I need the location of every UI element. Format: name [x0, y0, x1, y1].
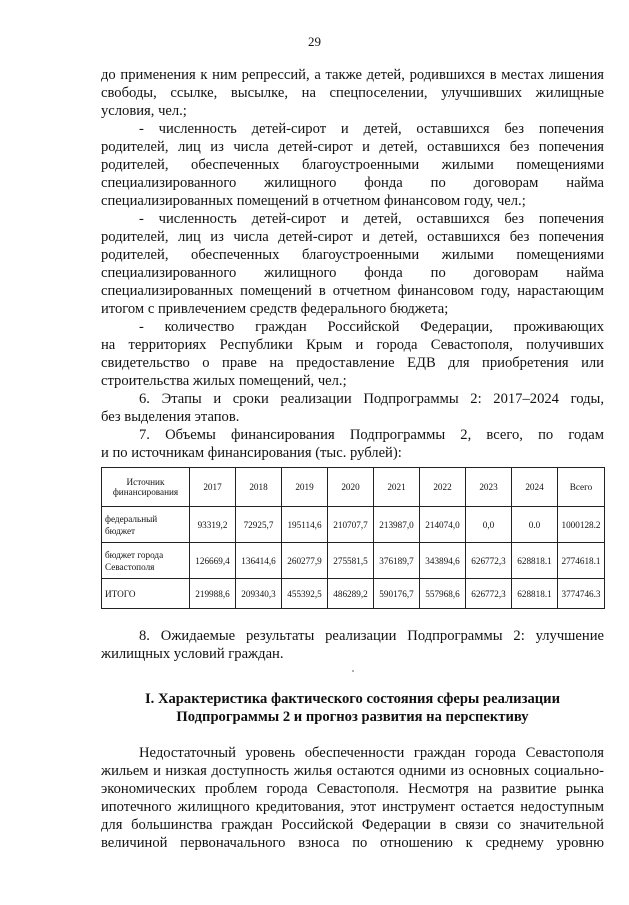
text-line: - численность детей-сирот и детей, оставшихся без попечения	[139, 211, 604, 227]
value-cell: 275581,5	[328, 543, 374, 579]
page-number: 29	[308, 34, 321, 49]
table-header-row	[102, 468, 605, 507]
value-cell: 214074,0	[420, 507, 466, 543]
header-cell: Всего	[558, 468, 605, 507]
value-cell: 195114,6	[282, 507, 328, 543]
value-cell: 343894,6	[420, 543, 466, 579]
value-cell: 210707,7	[328, 507, 374, 543]
value-cell: 486289,2	[328, 579, 374, 609]
header-cell: 2023	[466, 468, 512, 507]
value-cell: 376189,7	[374, 543, 420, 579]
value-cell: 0.0	[512, 507, 558, 543]
text-line: родителей, обеспеченных благоустроенными жилыми помещениями	[101, 157, 604, 173]
text-line: без выделения этапов.	[101, 409, 240, 425]
value-cell: 260277,9	[282, 543, 328, 579]
text-line: величиной первоначального взноса по отношению к среднему уровню	[101, 835, 604, 851]
header-cell: 2024	[512, 468, 558, 507]
table-row	[102, 507, 605, 543]
text-line: Недостаточный уровень обеспеченности граждан города Севастополя	[139, 745, 604, 761]
text-line: специализированных помещений в отчетном финансовом году, чел.;	[101, 193, 526, 209]
text-line: родителей, лиц из числа детей-сирот и детей, оставшихся без попечения	[101, 139, 604, 155]
header-cell: 2021	[374, 468, 420, 507]
text-line: и по источникам финансирования (тыс. рублей):	[101, 445, 402, 461]
text-line: итогом с привлечением средств федерального бюджета;	[101, 301, 449, 317]
text-line: 6. Этапы и сроки реализации Подпрограммы 2: 2017–2024 годы,	[139, 391, 604, 407]
text-line: для большинства граждан Российской Федерации в связи со значительной	[101, 817, 604, 833]
value-cell: 626772,3	[466, 579, 512, 609]
text-line: на территориях Республики Крым и города Севастополя, получивших	[101, 337, 604, 353]
value-cell: 2774618.1	[558, 543, 605, 579]
text-line: 8. Ожидаемые результаты реализации Подпрограммы 2: улучшение	[139, 628, 604, 644]
text-line: - численность детей-сирот и детей, оставшихся без попечения	[139, 121, 604, 137]
source-cell: бюджет города Севастополя	[102, 543, 190, 579]
text-line: жилищных условий граждан.	[101, 646, 284, 662]
text-line: свидетельство о праве на предоставление ЕДВ для приобретения или	[101, 355, 604, 371]
table-row	[102, 579, 605, 609]
text-line: 7. Объемы финансирования Подпрограммы 2, всего, по годам	[139, 427, 604, 443]
value-cell: 557968,6	[420, 579, 466, 609]
value-cell: 1000128.2	[558, 507, 605, 543]
text-line: ипотечного жилищного кредитования, этот инструмент остается недоступным	[101, 799, 604, 815]
text-line: жильем и низкая доступность жилья остаются одними из основных социально-	[101, 763, 604, 779]
table-row	[102, 543, 605, 579]
text-line: родителей, обеспеченных благоустроенными жилыми помещениями	[101, 247, 604, 263]
text-line: свободы, ссылке, высылке, на спецпоселении, улучшивших жилищные	[101, 85, 604, 101]
value-cell: 219988,6	[190, 579, 236, 609]
source-cell: федеральный бюджет	[102, 507, 190, 543]
value-cell: 455392,5	[282, 579, 328, 609]
value-cell: 72925,7	[236, 507, 282, 543]
value-cell: 209340,3	[236, 579, 282, 609]
text-line: условия, чел.;	[101, 103, 187, 119]
text-line: родителей, лиц из числа детей-сирот и детей, оставшихся без попечения	[101, 229, 604, 245]
value-cell: 3774746.3	[558, 579, 605, 609]
section-heading: Подпрограммы 2 и прогноз развития на перспективу	[176, 709, 529, 725]
value-cell: 126669,4	[190, 543, 236, 579]
header-cell: 2020	[328, 468, 374, 507]
header-cell: 2019	[282, 468, 328, 507]
text-line: специализированных помещений в отчетном финансовом году, нарастающим	[101, 283, 604, 299]
header-cell: 2018	[236, 468, 282, 507]
value-cell: 628818.1	[512, 579, 558, 609]
text-line: специализированного жилищного фонда по договорам найма	[101, 265, 604, 281]
value-cell: 626772,3	[466, 543, 512, 579]
text-line: - количество граждан Российской Федерации, проживающих	[139, 319, 604, 335]
text-line: специализированного жилищного фонда по договорам найма	[101, 175, 604, 191]
value-cell: 590176,7	[374, 579, 420, 609]
header-cell: Источник финансирования	[102, 468, 190, 507]
section-heading: I. Характеристика фактического состояния сферы реализации	[145, 691, 560, 707]
value-cell: 0,0	[466, 507, 512, 543]
header-cell: 2022	[420, 468, 466, 507]
text-line: экономических проблем города Севастополя. Несмотря на развитие рынка	[101, 781, 604, 797]
source-cell: ИТОГО	[102, 579, 190, 609]
value-cell: 628818.1	[512, 543, 558, 579]
value-cell: 213987,0	[374, 507, 420, 543]
header-cell: 2017	[190, 468, 236, 507]
speck	[352, 670, 354, 672]
text-line: до применения к ним репрессий, а также детей, родившихся в местах лишения	[101, 67, 604, 83]
value-cell: 93319,2	[190, 507, 236, 543]
financing-table	[101, 467, 605, 609]
value-cell: 136414,6	[236, 543, 282, 579]
text-line: строительства жилых помещений, чел.;	[101, 373, 347, 389]
